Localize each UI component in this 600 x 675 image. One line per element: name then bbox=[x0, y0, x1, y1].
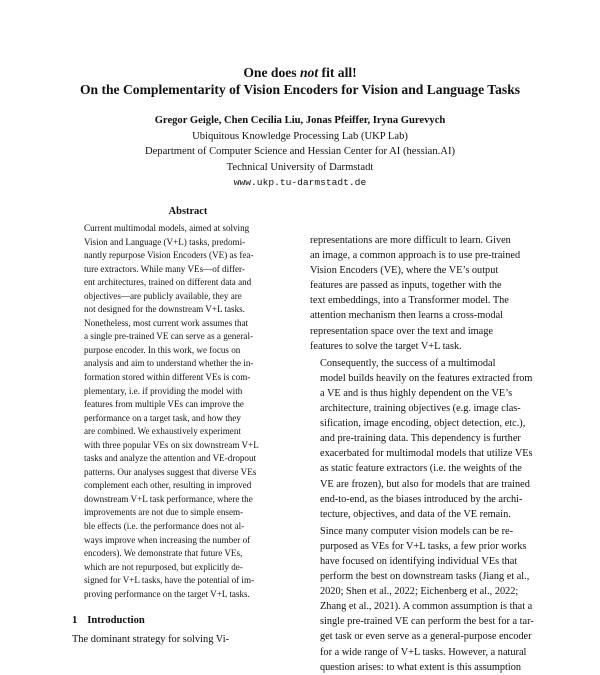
abstract-line: ture extractors. While many VEs—of differ- bbox=[84, 263, 245, 274]
body-line: representation space over the text and image bbox=[310, 325, 493, 337]
body-line: a VE and is thus highly dependent on the VE’s bbox=[320, 387, 513, 399]
body-line: end-to-end, as the biases introduced by the archi- bbox=[320, 493, 523, 505]
abstract-line: formation stored within different VEs is com- bbox=[84, 372, 251, 383]
body-line: and pre-training data. This dependency is further bbox=[320, 433, 521, 445]
body-line: question arises: to what extent is this assumption bbox=[320, 661, 522, 673]
abstract-line: complement each other, resulting in improved bbox=[84, 480, 252, 491]
abstract-line: nantly repurpose Vision Encoders (VE) as fea- bbox=[84, 250, 254, 261]
abstract-line: downstream V+L task performance, where the bbox=[84, 493, 253, 504]
title-line-2: On the Complementarity of Vision Encoders for Vision and Language Tasks bbox=[79, 82, 521, 97]
section-title: Introduction bbox=[87, 615, 145, 627]
section-number: 1 bbox=[72, 615, 78, 627]
abstract-line: ble effects (i.e. the performance does not al- bbox=[84, 521, 245, 532]
body-line: Zhang et al., 2021). A common assumption is that a bbox=[320, 601, 533, 613]
title-part: One does bbox=[243, 65, 300, 80]
affiliation: Department of Computer Science and Hessian Center for AI (hessian.AI) bbox=[144, 146, 456, 157]
body-line: model builds heavily on the features extracted from bbox=[320, 372, 533, 384]
abstract-line: features from multiple VEs can improve the bbox=[84, 399, 244, 410]
abstract-line: tasks and analyze the attention and VE-dropout bbox=[84, 453, 257, 464]
body-paragraph bbox=[310, 524, 532, 675]
right-column bbox=[310, 233, 532, 675]
abstract-line: a single pre-trained VE can serve as a general- bbox=[84, 331, 253, 342]
abstract-line: objectives—are publicly available, they are bbox=[84, 290, 242, 301]
body-line: tecture, objectives, and data of the VE remain. bbox=[320, 508, 511, 520]
title-line-1 bbox=[0, 64, 600, 81]
body-line: as static feature extractors (i.e. the weights of the bbox=[320, 463, 522, 475]
body-line: text embeddings, into a Transformer model. The bbox=[310, 295, 509, 307]
body-line: features are passed as inputs, together with the bbox=[310, 280, 502, 292]
title-emphasis: not bbox=[300, 65, 319, 80]
abstract-heading: Abstract bbox=[168, 206, 208, 217]
title-part: fit all! bbox=[318, 65, 357, 80]
paper-title bbox=[0, 64, 600, 98]
introduction-first-line: The dominant strategy for solving Vi- bbox=[72, 634, 230, 646]
abstract-body bbox=[84, 222, 294, 601]
body-line: Vision Encoders (VE), where the VE’s output bbox=[310, 265, 499, 277]
abstract-line: signed for V+L tasks, have the potential of im- bbox=[84, 575, 255, 586]
lab-url[interactable]: www.ukp.tu-darmstadt.de bbox=[233, 177, 367, 188]
body-line: get task or even serve as a general-purpose encoder bbox=[320, 631, 532, 643]
section-heading-introduction bbox=[72, 615, 304, 626]
author-block bbox=[0, 113, 600, 191]
body-line: 2020; Shen et al., 2022; Eichenberg et al., 2022; bbox=[320, 586, 519, 598]
abstract-line: with three popular VEs on six downstream V+L bbox=[84, 439, 259, 450]
body-line: Since many computer vision models can be re- bbox=[320, 525, 514, 537]
body-line: representations are more difficult to learn. Given bbox=[310, 235, 511, 246]
abstract-line: analysis and aim to understand whether the in- bbox=[84, 358, 254, 369]
body-line: perform the best on downstream tasks (Jiang et al., bbox=[320, 571, 530, 583]
author-names: Gregor Geigle, Chen Cecilia Liu, Jonas Pfeiffer, Iryna Gurevych bbox=[154, 115, 446, 126]
left-column bbox=[72, 206, 304, 647]
body-line: single pre-trained VE can perform the best for a tar- bbox=[320, 616, 534, 628]
body-line: an image, a common approach is to use pre-trained bbox=[310, 250, 521, 262]
body-line: features to solve the target V+L task. bbox=[310, 340, 462, 352]
abstract-line: which are not repurposed, but explicitly de- bbox=[84, 561, 243, 572]
body-line: VE are frozen), but also for models that are trained bbox=[320, 478, 530, 490]
affiliation: Technical University of Darmstadt bbox=[226, 161, 374, 173]
body-line: sification, image encoding, object detection, etc.), bbox=[320, 418, 526, 430]
body-paragraph bbox=[310, 233, 532, 354]
abstract-line: performance on a target task, and how they bbox=[84, 412, 241, 423]
abstract-line: are combined. We exhaustively experiment bbox=[84, 426, 241, 437]
abstract-line: Vision and Language (V+L) tasks, predomi- bbox=[84, 236, 246, 247]
body-line: Consequently, the success of a multimodal bbox=[320, 357, 496, 369]
body-line: for a wide range of V+L tasks. However, a natural bbox=[320, 646, 527, 658]
abstract-line: proving performance on the target V+L tasks. bbox=[84, 588, 250, 599]
body-line: purposed as VEs for V+L tasks, a few prior works bbox=[320, 540, 527, 552]
body-line: exacerbated for multimodal models that utilize VEs bbox=[320, 448, 533, 460]
abstract-line: ent architectures, trained on different data and bbox=[84, 277, 252, 288]
abstract-line: ways improve when increasing the number of bbox=[84, 534, 251, 545]
abstract-line: purpose encoder. In this work, we focus on bbox=[84, 344, 241, 355]
body-line: have focused on identifying individual VEs that bbox=[320, 555, 518, 567]
abstract-line: not designed for the downstream V+L tasks. bbox=[84, 304, 245, 315]
abstract-line: patterns. Our analyses suggest that diverse VEs bbox=[84, 466, 257, 477]
abstract-line: encoders). We demonstrate that future VEs, bbox=[84, 548, 243, 559]
body-paragraph bbox=[310, 356, 532, 522]
affiliation: Ubiquitous Knowledge Processing Lab (UKP Lab) bbox=[192, 130, 408, 142]
body-line: attention mechanism then learns a cross-modal bbox=[310, 310, 504, 322]
abstract-line: Nonetheless, most current work assumes that bbox=[84, 317, 249, 328]
abstract-line: improvements are not due to simple ensem- bbox=[84, 507, 244, 518]
abstract-line: Current multimodal models, aimed at solving bbox=[84, 223, 250, 233]
abstract-line: plementary, i.e. if providing the model with bbox=[84, 385, 243, 396]
body-line: architecture, training objectives (e.g. image clas- bbox=[320, 403, 521, 415]
